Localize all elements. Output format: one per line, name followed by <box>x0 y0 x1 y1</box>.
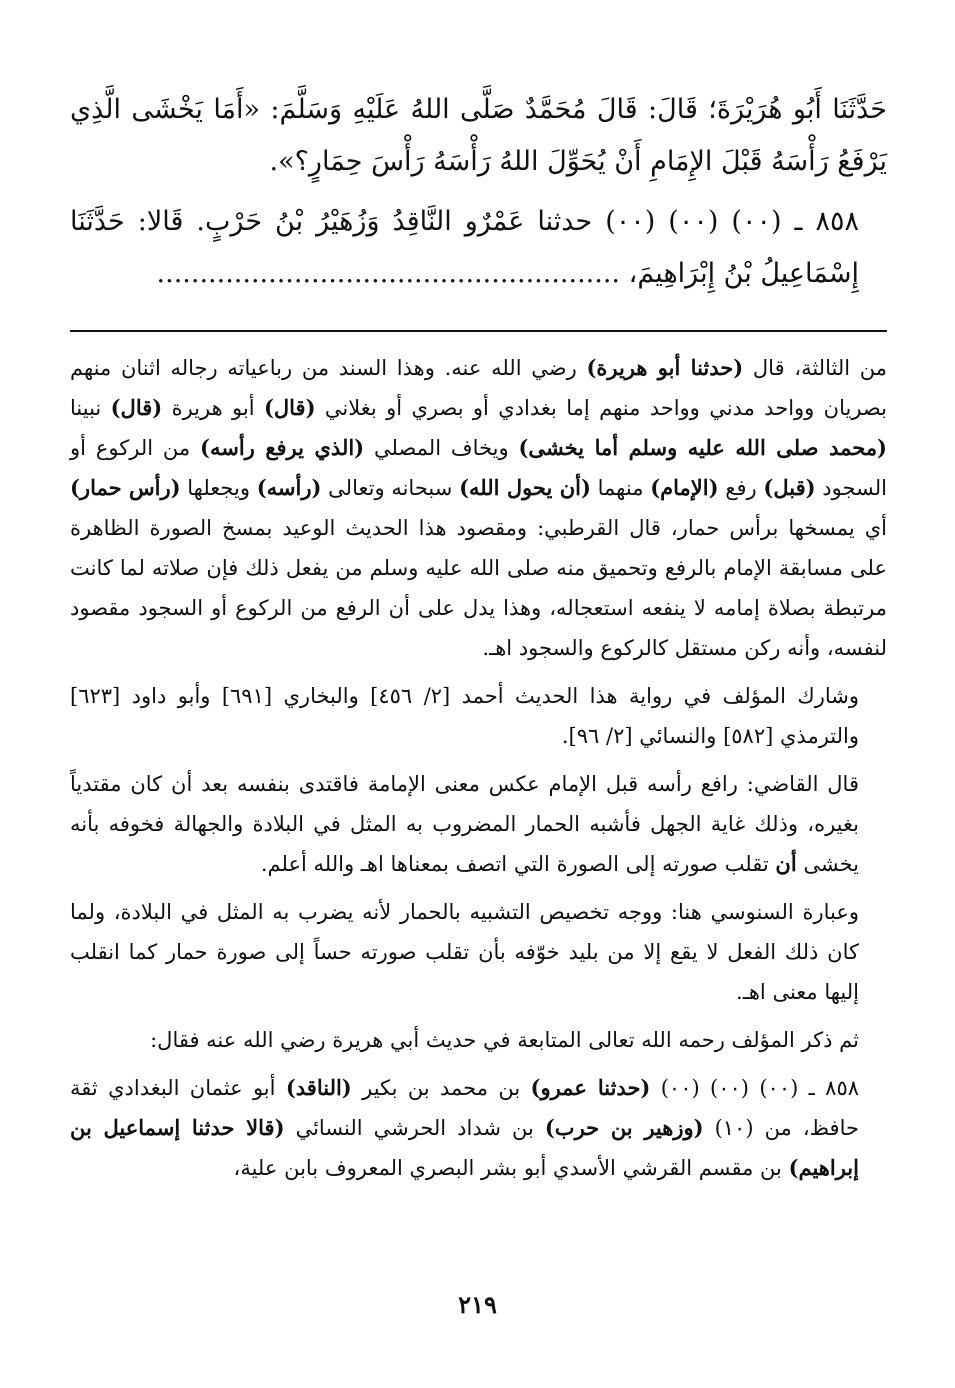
commentary-6-bold: (وزهير بن حرب) <box>544 1115 704 1140</box>
commentary-1-bold: (محمد صلى الله عليه وسلم أما يخشى) <box>518 435 887 460</box>
hadith-paragraph-2 <box>70 196 887 300</box>
page-number: ٢١٩ <box>458 1290 497 1319</box>
commentary-paragraph-5 <box>70 1020 887 1060</box>
footnote-divider <box>70 330 887 332</box>
commentary-2-text: وشارك المؤلف في رواية هذا الحديث أحمد [٢/ ٤٥٦] والبخاري [٦٩١] وأبو داود [٦٢٣] والترمذي [٥٨٢] والنسائي [٢/ ٩٦]. <box>70 684 859 748</box>
commentary-1-text: رفع <box>718 476 764 500</box>
commentary-1-text: من الثالثة، قال <box>743 356 887 380</box>
commentary-1-bold: (الإمام) <box>650 475 719 500</box>
commentary-1-bold: (حدثنا أبو هريرة) <box>586 355 744 380</box>
hadith-paragraph-1-text: حَدَّثَنَا أَبُو هُرَيْرَةَ؛ قَالَ: قَالَ مُحَمَّدٌ صَلَّى اللهُ عَلَيْهِ وَسَلَّمَ: «أَمَا يَخْشَى الَّذِي يَرْفَعُ رَأْسَهُ قَبْلَ الإِمَامِ أَنْ يُحَوِّلَ اللهُ رَأْسَهُ رَأْسَ حِمَارٍ؟». <box>70 94 887 177</box>
commentary-1-bold: (رأسه) <box>256 475 322 500</box>
commentary-paragraph-6 <box>70 1068 887 1188</box>
commentary-1-text: ويخاف المصلي <box>364 436 519 460</box>
commentary-paragraph-4 <box>70 892 887 1012</box>
commentary-3-text: قال القاضي: رافع رأسه قبل الإمام عكس معنى الإمامة فاقتدى بنفسه بعد أن كان مقتدياً بغيره، وذلك غاية الجهل فأشبه الحمار المضروب به المثل في البلادة والجهالة فخوفه بأنه يخشى <box>70 772 859 876</box>
commentary-1-text: أي يمسخها برأس حمار، قال القرطبي: ومقصود هذا الحديث الوعيد بمسخ الصورة الظاهرة على مسابقة الإمام بالرفع وتحميق منه صلى الله عليه وسلم من يفعل ذلك فإن صلاته لما كانت مرتبطة بصلاة إمامه لا ينفعه استعجاله، وهذا يدل على أن الرفع من الركوع أو السجود مقصود لنفسه، وأنه ركن مستقل كالركوع والسجود اهـ. <box>70 516 887 660</box>
commentary-5-text: ثم ذكر المؤلف رحمه الله تعالى المتابعة في حديث أبي هريرة رضي الله عنه فقال: <box>150 1028 859 1052</box>
hadith-dots: ...................................................... <box>156 258 621 289</box>
commentary <box>70 348 887 1188</box>
commentary-1-text: ويجعلها <box>180 476 257 500</box>
commentary-paragraph-2 <box>70 676 887 756</box>
commentary-1-text: منهما <box>590 476 651 500</box>
commentary-paragraph-1 <box>70 348 887 668</box>
commentary-6-bold: (قالا حدثنا إسماعيل بن إبراهيم) <box>70 1115 859 1180</box>
commentary-6-text: بن شداد الحرشي النسائي <box>284 1116 545 1140</box>
commentary-1-bold: (أن يحول الله) <box>459 475 591 500</box>
commentary-1-text: سبحانه وتعالى <box>321 476 460 500</box>
commentary-3-text: تقلب صورته إلى الصورة التي اتصف بمعناها اهـ والله أعلم. <box>260 852 776 876</box>
commentary-6-bold: (الناقد) <box>285 1075 352 1100</box>
commentary-6-text: ٨٥٨ ـ (٠٠) (٠٠) (٠٠) <box>650 1076 860 1100</box>
commentary-6-text: بن مقسم القرشي الأسدي أبو بشر البصري المعروف بابن علية، <box>233 1156 789 1180</box>
commentary-1-text: نبينا <box>70 396 111 420</box>
commentary-1-bold: (الذي يرفع رأسه) <box>200 435 365 460</box>
commentary-1-bold: (قال) <box>263 395 316 420</box>
commentary-4-text: وعبارة السنوسي هنا: ووجه تخصيص التشبيه بالحمار لأنه يضرب به المثل في البلادة، ولما كان ذلك الفعل لا يقع إلا من بليد خوّفه بأن تقلب صورته حساً إلى صورة حمار كما انقلب إليها معنى اهـ. <box>70 900 859 1004</box>
commentary-6-bold: (حدثنا عمرو) <box>530 1075 651 1100</box>
commentary-1-bold: (قبل) <box>763 475 816 500</box>
hadith-text <box>70 84 887 300</box>
hadith-paragraph-1 <box>70 84 887 188</box>
hadith-paragraph-2-text: ٨٥٨ ـ (٠٠) (٠٠) (٠٠) حدثنا عَمْرٌو النَّاقِدُ وَزُهَيْرُ بْنُ حَرْبٍ. قَالا: حَدَّثَنَا إِسْمَاعِيلُ بْنُ إِبْرَاهِيمَ، <box>70 206 860 289</box>
commentary-6-text: بن محمد بن بكير <box>351 1076 531 1100</box>
commentary-1-text: من الركوع أو السجود <box>70 436 888 500</box>
commentary-1-text: رضي الله عنه. وهذا السند من رباعياته رجاله اثنان منهم بصريان وواحد مدني وواحد منهم إما بغدادي أو بصري أو بغلاني <box>70 356 887 420</box>
commentary-3-bold: أن <box>775 851 797 876</box>
commentary-1-bold: (رأس حمار) <box>70 475 181 500</box>
commentary-1-text: أبو هريرة <box>162 396 264 420</box>
commentary-paragraph-3 <box>70 764 887 884</box>
commentary-1-bold: (قال) <box>110 395 163 420</box>
commentary-6-text: أبو عثمان البغدادي ثقة حافظ، من (١٠) <box>70 1076 859 1140</box>
